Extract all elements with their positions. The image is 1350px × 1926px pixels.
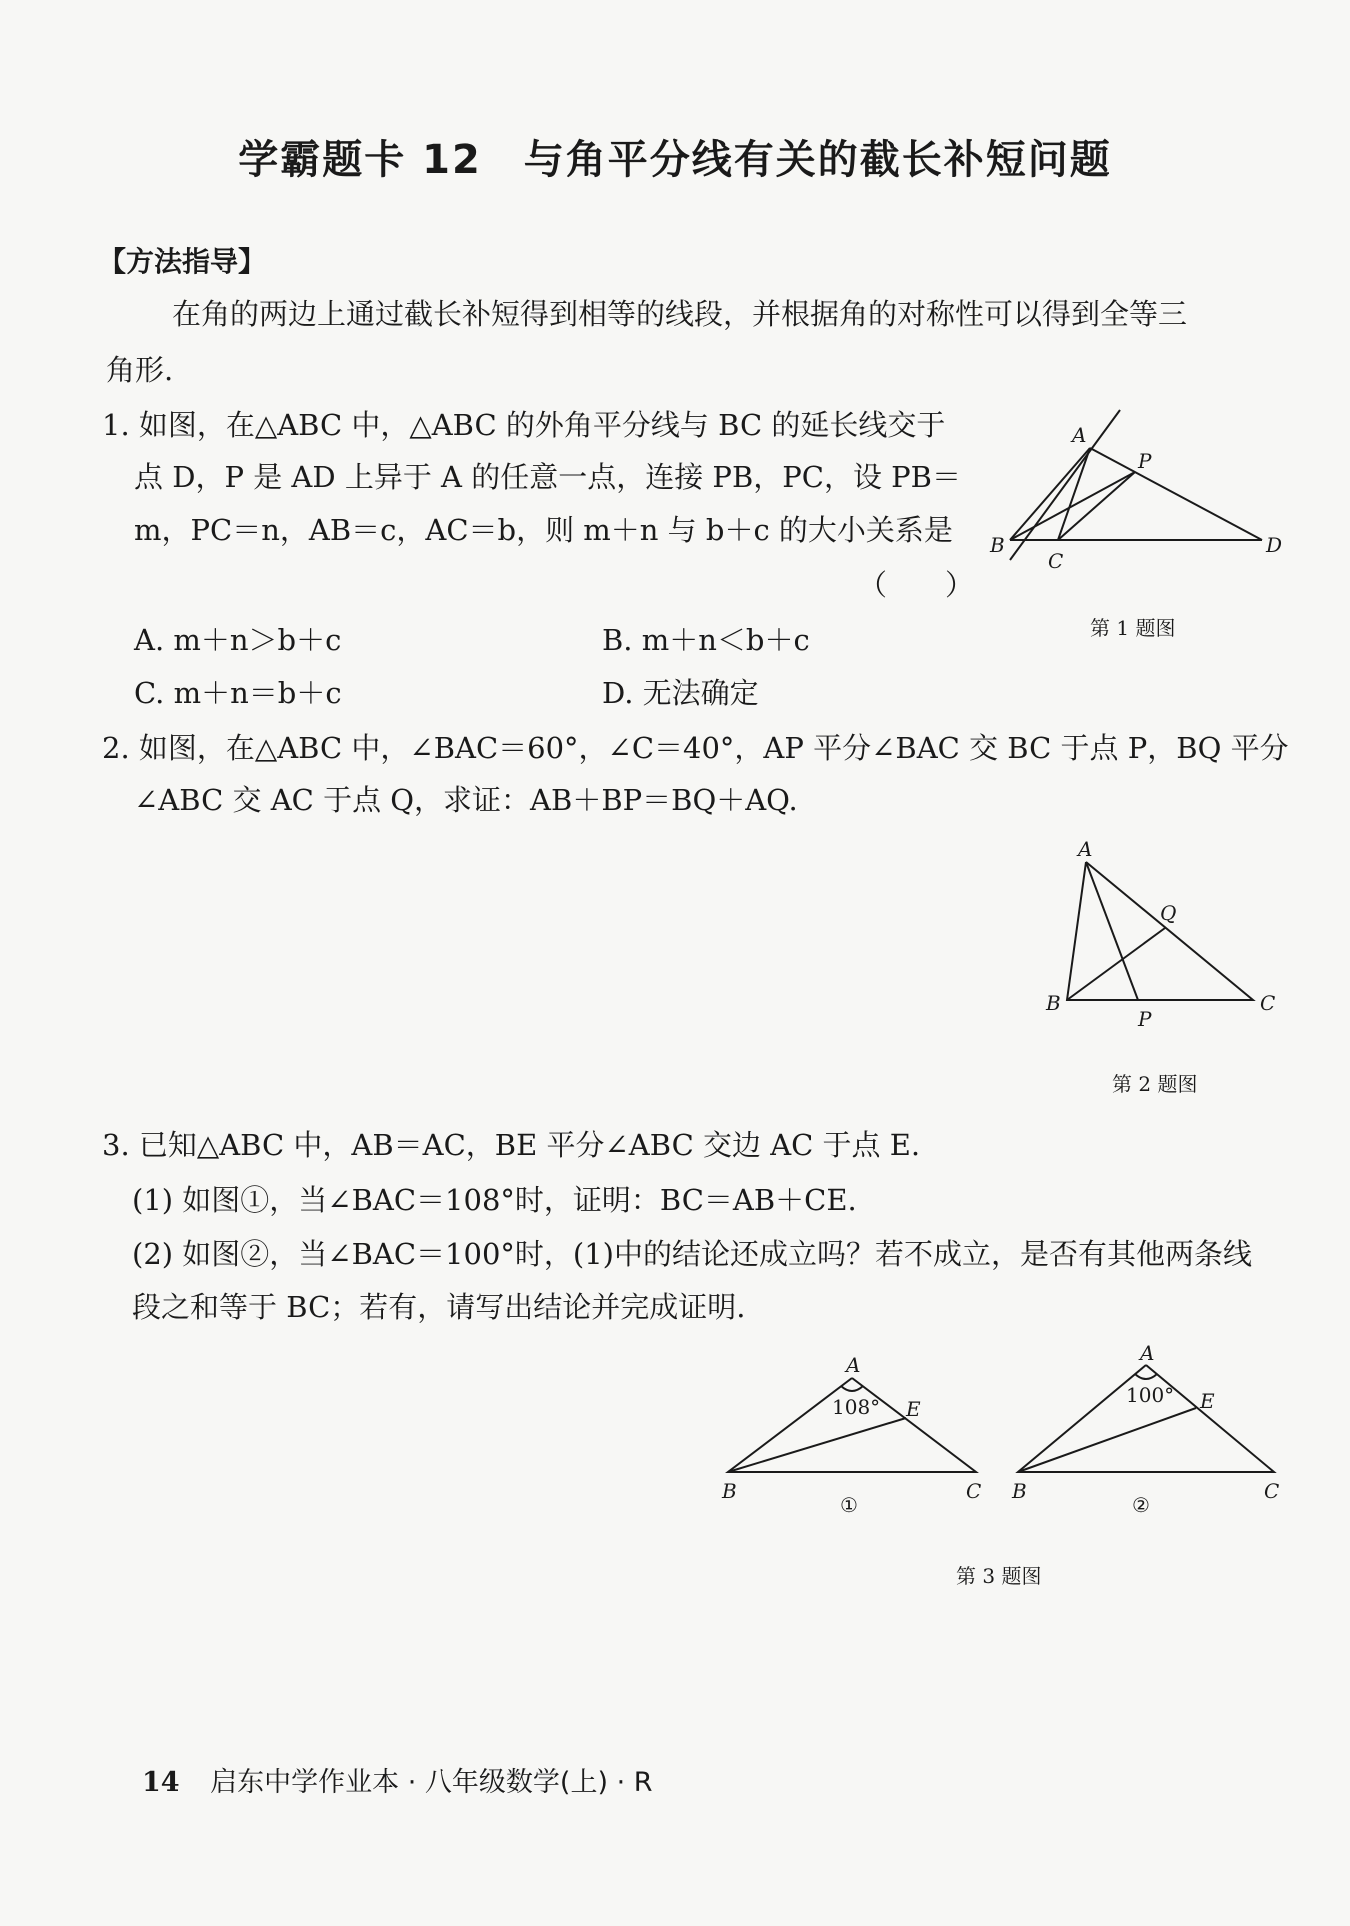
q3-part2-line-1: (2) 如图②，当∠BAC＝100°时，(1)中的结论还成立吗？若不成立，是否有其他两条线 [132,1237,1252,1271]
page-footer [142,1760,653,1799]
q3-fig1-label-c: C [966,1479,982,1503]
q3-fig2-label-e: E [1200,1389,1215,1413]
q2-label-c: C [1260,991,1276,1015]
q3-fig2-label-b: B [1012,1479,1027,1503]
q3-text-line-1: 3. 已知△ABC 中，AB＝AC，BE 平分∠ABC 交边 AC 于点 E. [102,1128,921,1162]
q3-part1: (1) 如图①，当∠BAC＝108°时，证明：BC＝AB＋CE. [132,1183,857,1217]
q1-text-line-2: 点 D，P 是 AD 上异于 A 的任意一点，连接 PB，PC，设 PB＝ [134,460,961,494]
q2-label-p: P [1138,1007,1152,1031]
q3-fig2-angle: 100° [1126,1383,1175,1407]
q1-option-a: A. m＋n＞b＋c [134,623,342,657]
q1-label-a: A [1072,423,1087,447]
q1-label-p: P [1138,449,1152,473]
method-heading: 【方法指导】 [98,245,267,278]
q2-figure-caption: 第 2 题图 [1112,1072,1198,1096]
q2-text-line-2: ∠ABC 交 AC 于点 Q，求证：AB＋BP＝BQ＋AQ. [134,783,798,817]
q3-fig2-angle-arc [1135,1374,1157,1379]
book-title: 启东中学作业本 · 八年级数学(上) · R [210,1767,653,1798]
q1-label-b: B [990,533,1005,557]
q2-label-q: Q [1160,901,1177,925]
q1-figure-caption: 第 1 题图 [1090,616,1176,640]
q1-text-line-3: m，PC＝n，AB＝c，AC＝b，则 m＋n 与 b＋c 的大小关系是 [134,513,953,547]
q1-text-line-1: 1. 如图，在△ABC 中，△ABC 的外角平分线与 BC 的延长线交于 [102,408,946,442]
method-text-line-2: 角形. [106,353,174,387]
q3-fig1-label-e: E [906,1397,921,1421]
q3-fig2-label-c: C [1264,1479,1280,1503]
q3-fig1-triangle [728,1378,976,1472]
q1-option-d: D. 无法确定 [602,676,759,710]
page-title: 学霸题卡 12 与角平分线有关的截长补短问题 [238,137,1112,183]
q3-fig1-label-b: B [722,1479,737,1503]
q3-fig2-label-a: A [1140,1341,1155,1365]
q2-label-a: A [1078,837,1093,861]
q1-option-b: B. m＋n＜b＋c [602,623,810,657]
q3-fig1-angle-arc [841,1386,863,1391]
q3-fig2-number: ② [1132,1493,1150,1517]
q3-part2-line-2: 段之和等于 BC；若有，请写出结论并完成证明. [132,1290,746,1324]
q3-fig1-label-a: A [846,1353,861,1377]
q3-figure-caption: 第 3 题图 [956,1564,1042,1588]
q3-fig1-number: ① [840,1493,858,1517]
q1-answer-bracket: （ ） [858,568,975,602]
q3-fig2-triangle [1018,1365,1274,1472]
q1-option-c: C. m＋n＝b＋c [134,676,342,710]
q1-label-d: D [1266,533,1283,557]
q1-label-c: C [1048,549,1064,573]
method-text-line-1: 在角的两边上通过截长补短得到相等的线段，并根据角的对称性可以得到全等三 [172,297,1188,331]
q3-fig2-line-be [1018,1408,1196,1472]
q2-text-line-1: 2. 如图，在△ABC 中，∠BAC＝60°，∠C＝40°，AP 平分∠BAC 交 BC 于点 P，BQ 平分 [102,731,1289,765]
q3-fig1-angle: 108° [832,1395,881,1419]
q3-fig1-line-be [728,1418,906,1472]
q2-label-b: B [1046,991,1061,1015]
page-number: 14 [142,1767,180,1798]
